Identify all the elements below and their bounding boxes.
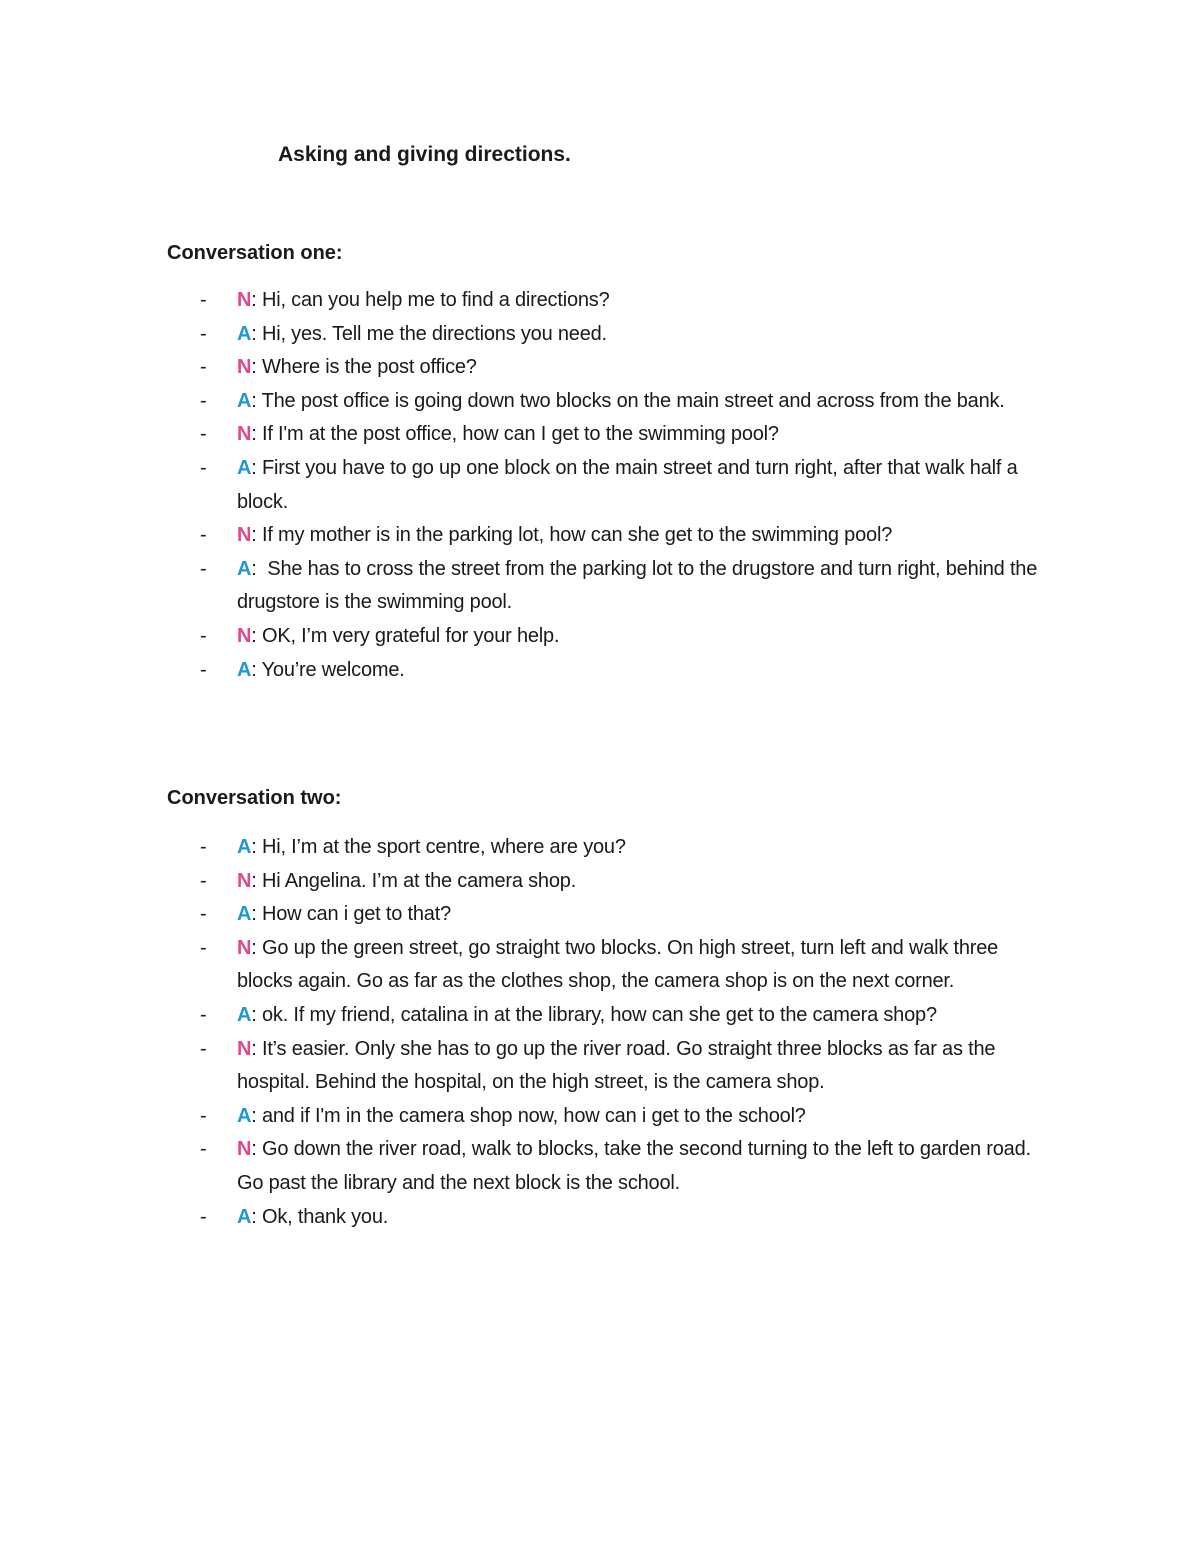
conversation-one-list (200, 284, 1043, 687)
list-dash: - (200, 1104, 207, 1127)
dialogue-text: Hi, I’m at the sport centre, where are you? (256, 836, 626, 858)
list-dash: - (200, 289, 207, 311)
list-dash: - (200, 456, 207, 479)
dialogue-line (200, 1133, 1040, 1200)
dialogue-text: Go down the river road, walk to blocks, take the second turning to the left to garden road. Go past the library and the next block is the school. (237, 1138, 1037, 1194)
speaker-label: A (237, 1003, 252, 1026)
list-dash: - (200, 557, 207, 580)
dialogue-line (200, 418, 1040, 452)
speaker-label: N (237, 356, 252, 379)
dialogue-line (200, 553, 1043, 620)
dialogue-text: If I'm at the post office, how can I get to the swimming pool? (256, 423, 779, 446)
dialogue-text: Hi, can you help me to find a directions? (256, 289, 610, 311)
list-dash: - (200, 624, 207, 647)
dialogue-text: How can i get to that? (256, 903, 452, 926)
list-dash: - (200, 1003, 207, 1026)
dialogue-text: Ok, thank you. (256, 1205, 389, 1228)
speaker-label: N (237, 869, 252, 892)
speaker-label: A (237, 903, 252, 926)
speaker-label: N (237, 624, 252, 647)
list-dash: - (200, 658, 207, 681)
speaker-separator: : (251, 903, 257, 926)
list-dash: - (200, 1205, 207, 1228)
dialogue-line (200, 898, 1040, 932)
dialogue-line (200, 318, 1040, 352)
speaker-label: N (237, 524, 252, 547)
dialogue-line (200, 654, 1040, 688)
dialogue-text: Where is the post office? (256, 356, 477, 379)
speaker-label: N (237, 936, 252, 959)
speaker-separator: : (251, 1037, 257, 1060)
dialogue-line (200, 385, 1040, 419)
speaker-label: A (237, 389, 252, 412)
list-dash: - (200, 356, 207, 379)
list-dash: - (200, 524, 207, 547)
dialogue-text: Go up the green street, go straight two blocks. On high street, turn left and walk three blocks again. Go as far as the clothes shop, the camera shop is on the next corner. (237, 936, 1004, 993)
dialogue-line (200, 284, 1040, 318)
speaker-label: N (237, 289, 252, 311)
dialogue-line (200, 932, 1040, 999)
conversation-two-heading: Conversation two: (167, 787, 342, 809)
dialogue-line (200, 1201, 1040, 1235)
speaker-separator: : (251, 456, 257, 479)
speaker-label: A (237, 456, 252, 479)
conversation-two-list (200, 831, 1040, 1234)
dialogue-text: You’re welcome. (256, 658, 405, 681)
list-dash: - (200, 836, 207, 858)
dialogue-text: Hi, yes. Tell me the directions you need. (256, 322, 607, 345)
document-title: Asking and giving directions. (278, 143, 571, 166)
speaker-label: A (237, 322, 252, 345)
speaker-label: A (237, 1104, 252, 1127)
speaker-label: N (237, 1138, 252, 1161)
dialogue-text: She has to cross the street from the parking lot to the drugstore and turn right, behind the drugstore is the swimming pool. (237, 557, 1043, 614)
list-dash: - (200, 423, 207, 446)
speaker-label: A (237, 658, 252, 681)
speaker-separator: : (251, 524, 257, 547)
speaker-separator: : (251, 936, 257, 959)
speaker-separator: : (251, 389, 257, 412)
dialogue-line (200, 831, 1040, 865)
list-dash: - (200, 322, 207, 345)
dialogue-line (200, 351, 1040, 385)
dialogue-text: and if I'm in the camera shop now, how can i get to the school? (256, 1104, 806, 1127)
dialogue-text: Hi Angelina. I’m at the camera shop. (256, 869, 577, 892)
speaker-label: N (237, 1037, 252, 1060)
speaker-separator: : (251, 322, 257, 345)
dialogue-line (200, 620, 1040, 654)
speaker-separator: : (251, 836, 257, 858)
dialogue-line (200, 1033, 1040, 1100)
speaker-separator: : (251, 557, 257, 580)
dialogue-text: The post office is going down two blocks on the main street and across from the bank. (256, 389, 1005, 412)
list-dash: - (200, 389, 207, 412)
speaker-separator: : (251, 624, 257, 647)
speaker-separator: : (251, 658, 257, 681)
dialogue-text: OK, I’m very grateful for your help. (256, 624, 560, 647)
dialogue-text: It’s easier. Only she has to go up the river road. Go straight three blocks as far as the hospital. Behind the hospital, on the high street, is the camera shop. (237, 1037, 1001, 1094)
conversation-one-heading: Conversation one: (167, 242, 343, 264)
dialogue-text: ok. If my friend, catalina in at the library, how can she get to the camera shop? (256, 1003, 937, 1026)
list-dash: - (200, 869, 207, 892)
speaker-separator: : (251, 869, 257, 892)
list-dash: - (200, 1138, 207, 1161)
dialogue-text: If my mother is in the parking lot, how can she get to the swimming pool? (256, 524, 893, 547)
list-dash: - (200, 1037, 207, 1060)
speaker-label: A (237, 1205, 252, 1228)
dialogue-line (200, 999, 1040, 1033)
speaker-separator: : (251, 423, 257, 446)
speaker-label: N (237, 423, 252, 446)
speaker-separator: : (251, 289, 257, 311)
speaker-separator: : (251, 1104, 257, 1127)
dialogue-line (200, 1100, 1040, 1134)
list-dash: - (200, 903, 207, 926)
dialogue-line (200, 519, 1040, 553)
dialogue-line (200, 452, 1040, 519)
speaker-separator: : (251, 1205, 257, 1228)
dialogue-text: First you have to go up one block on the main street and turn right, after that walk half a block. (237, 456, 1023, 513)
speaker-separator: : (251, 1138, 257, 1161)
list-dash: - (200, 936, 207, 959)
dialogue-line (200, 865, 1040, 899)
speaker-separator: : (251, 356, 257, 379)
speaker-separator: : (251, 1003, 257, 1026)
speaker-label: A (237, 836, 252, 858)
speaker-label: A (237, 557, 252, 580)
